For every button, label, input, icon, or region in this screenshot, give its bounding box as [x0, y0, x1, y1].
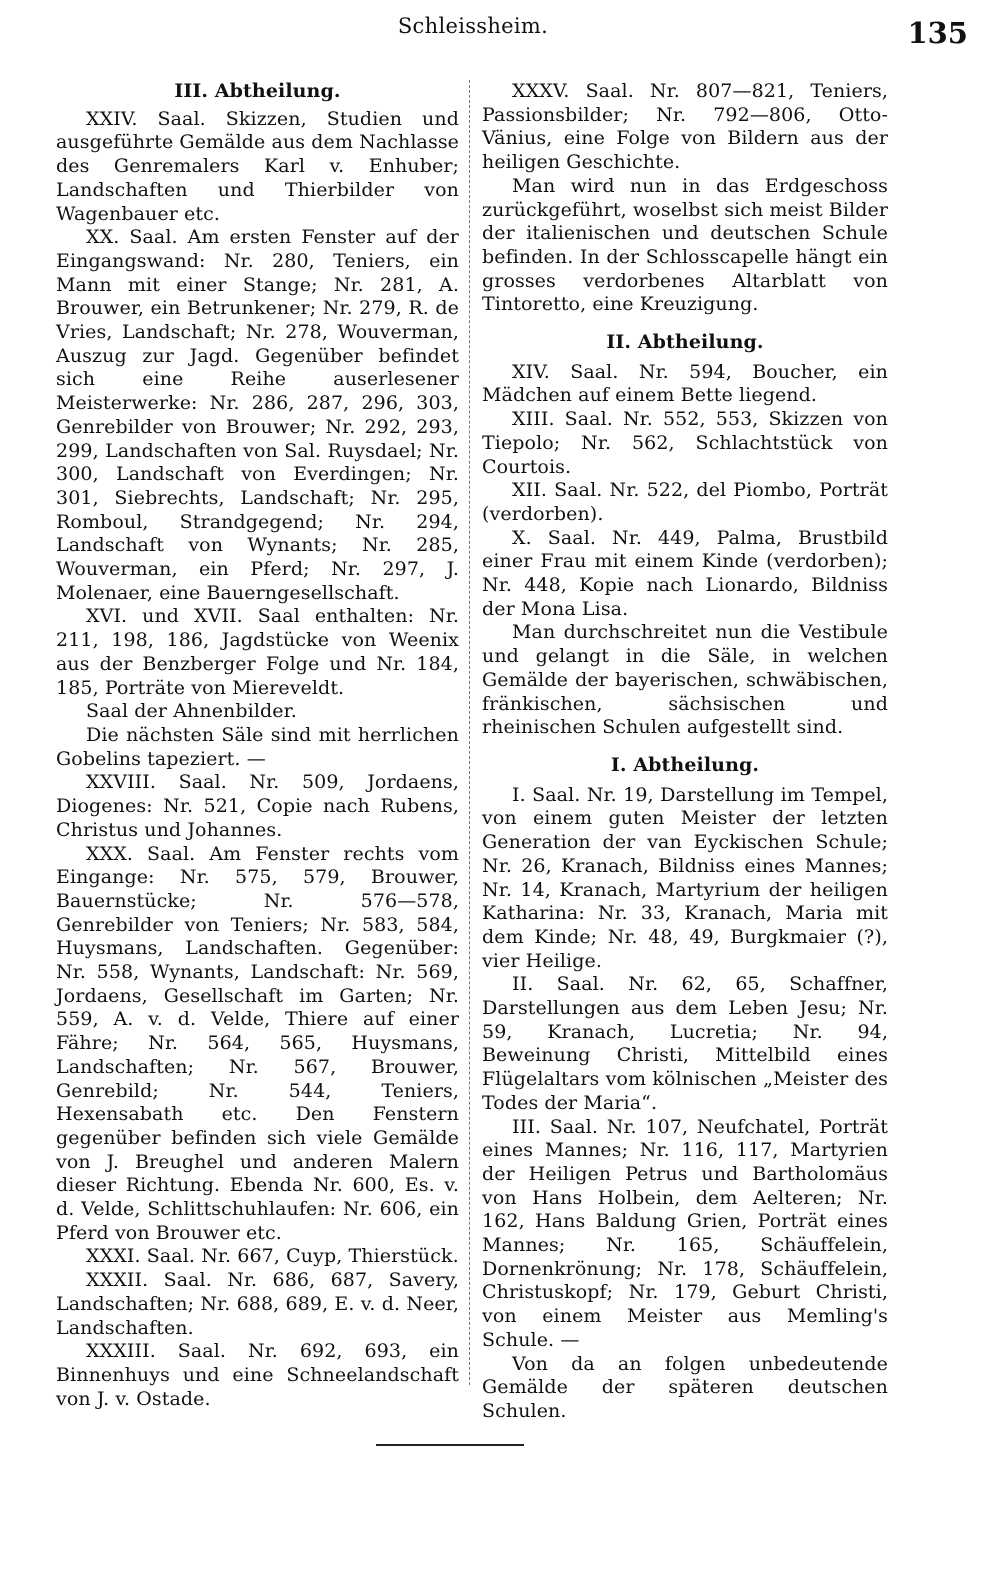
right-column [482, 80, 888, 1424]
left-column [56, 80, 459, 1411]
paragraph: XX. Saal. Am ersten Fenster auf der Eingangswand: Nr. 280, Teniers, ein Mann mit einer Stange; Nr. 281, A. Brouwer, ein Betrunkener; Nr. 279, R. de Vries, Landschaft; Nr. 278, Wouverman, Auszug zur Jagd. Gegenüber befindet sich eine Reihe auserlesener Meisterwerke: Nr. 286, 287, 296, 303, Genrebilder von Brouwer; Nr. 292, 293, 299, Landschaften von Sal. Ruysdael; Nr. 300, Landschaft von Everdingen; Nr. 301, Siebrechts, Landschaft; Nr. 295, Romboul, Strandgegend; Nr. 294, Landschaft von Wynants; Nr. 285, Wouverman, ein Pferd; Nr. 297, J. Molenaer, eine Bauerngesellschaft. [56, 226, 459, 604]
paragraph: XXXII. Saal. Nr. 686, 687, Savery, Landschaften; Nr. 688, 689, E. v. d. Neer, Landschaften. [56, 1269, 459, 1339]
paragraph: II. Saal. Nr. 62, 65, Schaffner, Darstellungen aus dem Leben Jesu; Nr. 59, Kranach, Lucretia; Nr. 94, Beweinung Christi, Mittelbild eines Flügelaltars vom kölnischen „Meister des Todes der Maria“. [482, 973, 888, 1114]
paragraph: XXIV. Saal. Skizzen, Studien und ausgeführte Gemälde aus dem Nachlasse des Genremalers Karl v. Enhuber; Landschaften und Thierbilder von Wagenbauer etc. [56, 107, 460, 225]
page-header [56, 14, 968, 54]
section-heading-abtheilung-3: III. Abtheilung. [174, 80, 341, 102]
paragraph: X. Saal. Nr. 449, Palma, Brustbild einer Frau mit einem Kinde (verdorben); Nr. 448, Kopie nach Lionardo, Bildniss der Mona Lisa. [482, 526, 888, 620]
column-divider [469, 80, 470, 1385]
paragraph: Saal der Ahnenbilder. [86, 700, 297, 723]
paragraph: III. Saal. Nr. 107, Neufchatel, Porträt eines Mannes; Nr. 116, 117, Martyrien der Heiligen Petrus und Bartholomäus von Hans Holbein, dem Aelteren; Nr. 162, Hans Baldung Grien, Porträt eines Mannes; Nr. 165, Schäuffelein, Dornenkrönung; Nr. 178, Schäuffelein, Christuskopf; Nr. 179, Geburt Christi, von einem Meister aus Memling's Schule. — [482, 1115, 888, 1351]
paragraph: XII. Saal. Nr. 522, del Piombo, Porträt (verdorben). [482, 479, 888, 525]
paragraph: XXVIII. Saal. Nr. 509, Jordaens, Diogenes: Nr. 521, Copie nach Rubens, Christus und Johannes. [56, 771, 459, 841]
paragraph: XIII. Saal. Nr. 552, 553, Skizzen von Tiepolo; Nr. 562, Schlachtstück von Courtois. [482, 408, 888, 478]
paragraph: XXXI. Saal. Nr. 667, Cuyp, Thierstück. [86, 1245, 459, 1268]
paragraph: XIV. Saal. Nr. 594, Boucher, ein Mädchen auf einem Bette liegend. [482, 360, 888, 407]
paragraph: XXXIII. Saal. Nr. 692, 693, ein Binnenhuys und eine Schneelandschaft von J. v. Ostade. [56, 1340, 459, 1410]
paragraph: Von da an folgen unbedeutende Gemälde der späteren deutschen Schulen. [482, 1352, 888, 1422]
paragraph: XVI. und XVII. Saal enthalten: Nr. 211, 198, 186, Jagdstücke von Weenix aus der Benzberger Folge und Nr. 184, 185, Porträte von Miereveldt. [56, 605, 459, 699]
paragraph: XXX. Saal. Am Fenster rechts vom Eingange: Nr. 575, 579, Brouwer, Bauernstücke; Nr. 576—578, Genrebilder von Teniers; Nr. 583, 584, Huysmans, Landschaften. Gegenüber: Nr. 558, Wynants, Landschaft: Nr. 569, Jordaens, Gesellschaft im Garten; Nr. 559, A. v. d. Velde, Thiere auf einer Fähre; Nr. 564, 565, Huysmans, Landschaften; Nr. 567, Brouwer, Genrebild; Nr. 544, Teniers, Hexensabath etc. Den Fenstern gegenüber befinden sich viele Gemälde von J. Breughel und anderen Malern dieser Richtung. Ebenda Nr. 600, Es. v. d. Velde, Schlittschuhlaufen: Nr. 606, ein Pferd von Brouwer etc. [56, 842, 459, 1244]
end-rule [376, 1444, 524, 1446]
paragraph: Die nächsten Säle sind mit herrlichen Gobelins tapeziert. — [56, 723, 459, 770]
section-heading-abtheilung-2: II. Abtheilung. [606, 331, 764, 354]
paragraph: XXXV. Saal. Nr. 807—821, Teniers, Passionsbilder; Nr. 792—806, Otto-Vänius, eine Folge von Bildern aus der heiligen Geschichte. [482, 80, 888, 174]
paragraph: Man durchschreitet nun die Vestibule und gelangt in die Säle, in welchen Gemälde der bayerischen, schwäbischen, fränkischen, sächsischen und rheinischen Schulen aufgestellt sind. [482, 621, 888, 739]
section-heading-abtheilung-1: I. Abtheilung. [610, 753, 760, 776]
paragraph: Man wird nun in das Erdgeschoss zurückgeführt, woselbst sich meist Bilder der italienischen und deutschen Schule befinden. In der Schlosscapelle hängt ein grosses verdorbenes Altarblatt von Tintoretto, eine Kreuzigung. [482, 174, 889, 316]
page-number: 135 [907, 16, 968, 50]
paragraph: I. Saal. Nr. 19, Darstellung im Tempel, von einem guten Meister der letzten Generation der van Eyckischen Schule; Nr. 26, Kranach, Bildniss eines Mannes; Nr. 14, Kranach, Martyrium der heiligen Katharina: Nr. 33, Kranach, Maria mit dem Kinde; Nr. 48, 49, Burgkmaier (?), vier Heilige. [482, 783, 888, 972]
running-title: Schleissheim. [397, 14, 549, 38]
